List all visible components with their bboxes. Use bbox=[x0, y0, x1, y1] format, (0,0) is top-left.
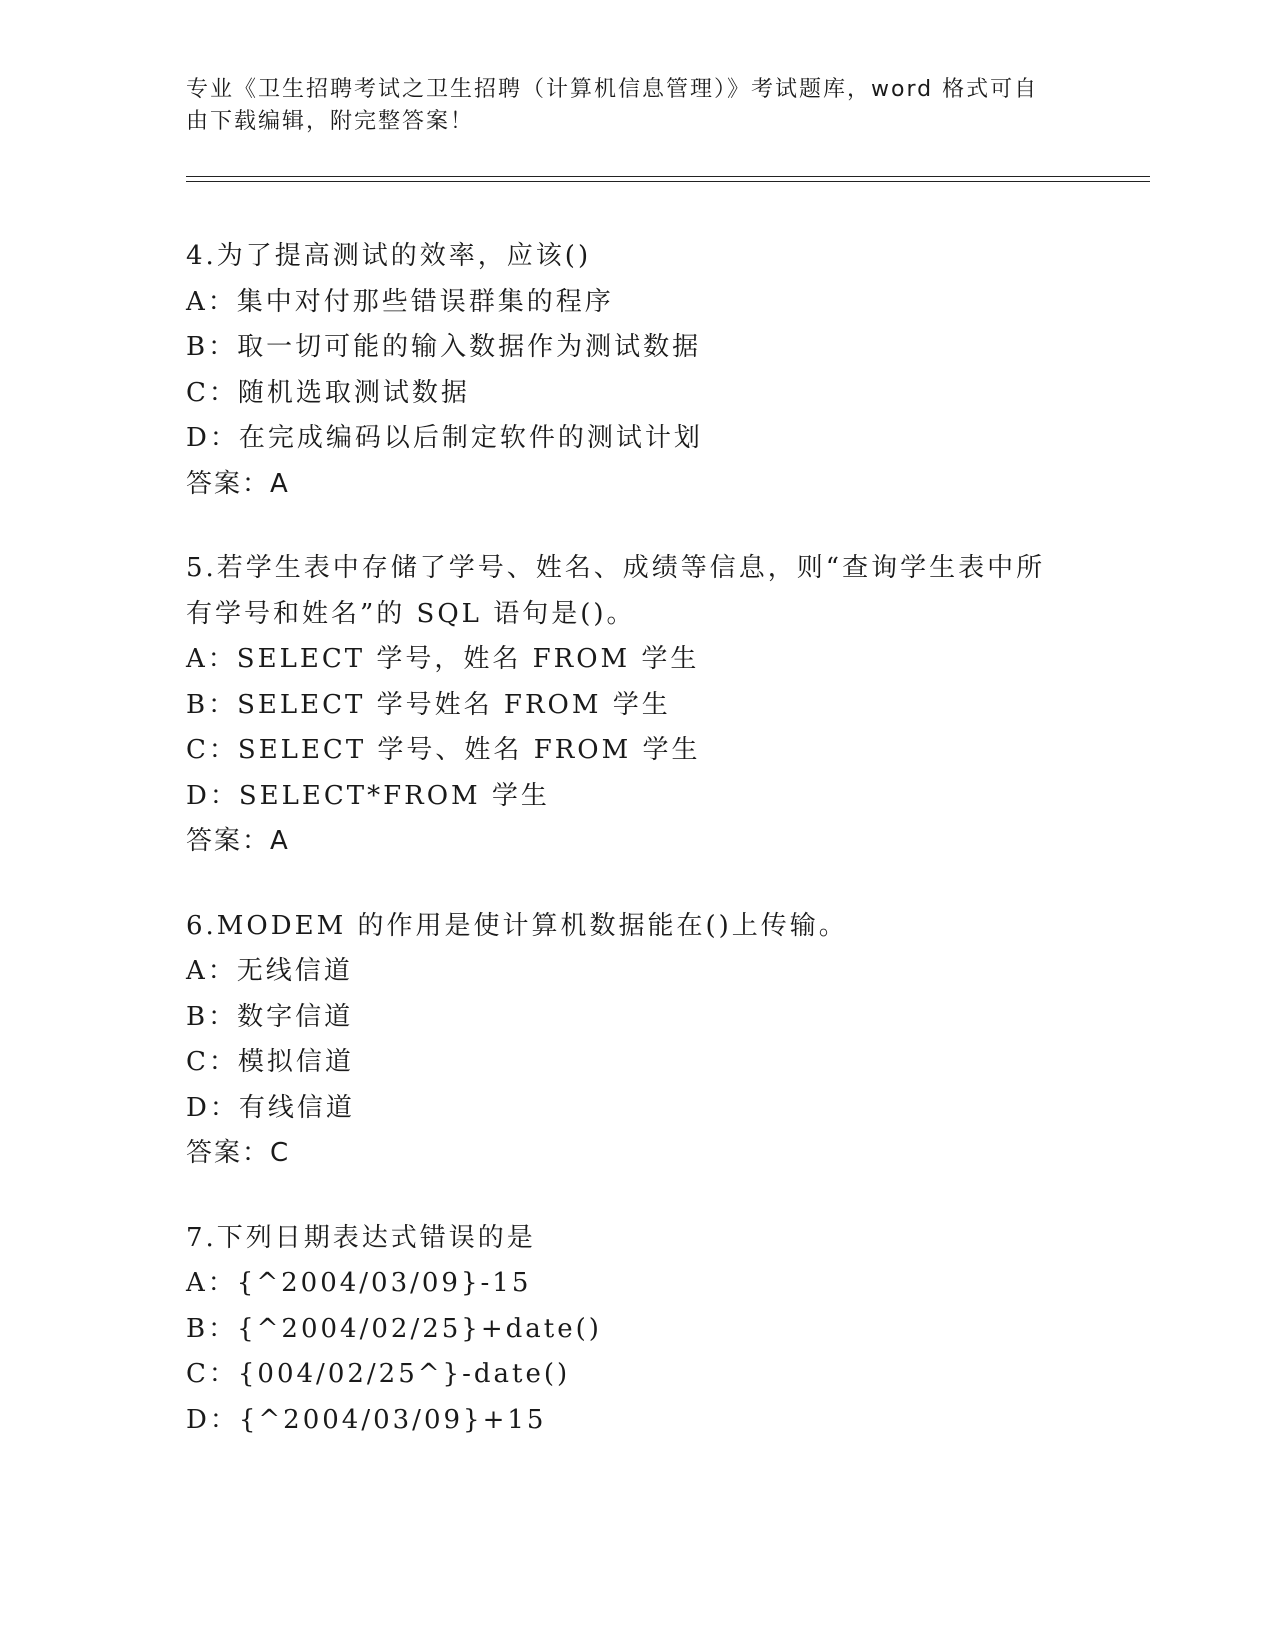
option-b: B：数字信道 bbox=[186, 1001, 354, 1032]
header-divider-top bbox=[186, 176, 1150, 177]
question-stem: 6.MODEM 的作用是使计算机数据能在()上传输。 bbox=[186, 910, 848, 941]
question-stem-line-2: 有学号和姓名”的 SQL 语句是()。 bbox=[186, 598, 636, 629]
option-d: D：有线信道 bbox=[186, 1092, 355, 1123]
option-b: B：SELECT 学号姓名 FROM 学生 bbox=[186, 689, 671, 720]
option-c: C：{004/02/25^}-date() bbox=[186, 1359, 571, 1389]
option-a: A：SELECT 学号，姓名 FROM 学生 bbox=[186, 644, 700, 674]
answer: 答案：A bbox=[186, 826, 290, 856]
option-d: D：在完成编码以后制定软件的测试计划 bbox=[186, 423, 703, 453]
answer: 答案：C bbox=[186, 1138, 291, 1168]
question-5 bbox=[186, 546, 1086, 865]
question-list bbox=[186, 234, 1086, 1482]
question-stem: 7.下列日期表达式错误的是 bbox=[186, 1222, 536, 1253]
header-line-2: 由下载编辑，附完整答案！ bbox=[186, 109, 475, 134]
question-4 bbox=[186, 234, 1086, 507]
option-b: B：{^2004/02/25}+date() bbox=[186, 1313, 602, 1344]
option-a: A：{^2004/03/09}-15 bbox=[186, 1268, 532, 1298]
option-a: A：无线信道 bbox=[186, 956, 353, 986]
option-b: B：取一切可能的输入数据作为测试数据 bbox=[186, 332, 702, 362]
document-header bbox=[186, 74, 1066, 138]
header-line-1: 专业《卫生招聘考试之卫生招聘（计算机信息管理）》考试题库，word 格式可自 bbox=[186, 77, 1039, 102]
option-c: C：模拟信道 bbox=[186, 1047, 354, 1077]
question-stem-line-1: 5.若学生表中存储了学号、姓名、成绩等信息，则“查询学生表中所 bbox=[186, 553, 1046, 583]
answer: 答案：A bbox=[186, 468, 290, 499]
option-a: A：集中对付那些错误群集的程序 bbox=[186, 286, 614, 317]
question-6 bbox=[186, 904, 1086, 1177]
header-divider-bottom bbox=[186, 181, 1150, 182]
option-c: C：随机选取测试数据 bbox=[186, 377, 470, 408]
option-d: D：SELECT*FROM 学生 bbox=[186, 780, 550, 811]
option-c: C：SELECT 学号、姓名 FROM 学生 bbox=[186, 735, 701, 765]
option-d: D：{^2004/03/09}+15 bbox=[186, 1404, 547, 1435]
question-7 bbox=[186, 1216, 1086, 1444]
question-stem: 4.为了提高测试的效率，应该() bbox=[186, 241, 592, 271]
